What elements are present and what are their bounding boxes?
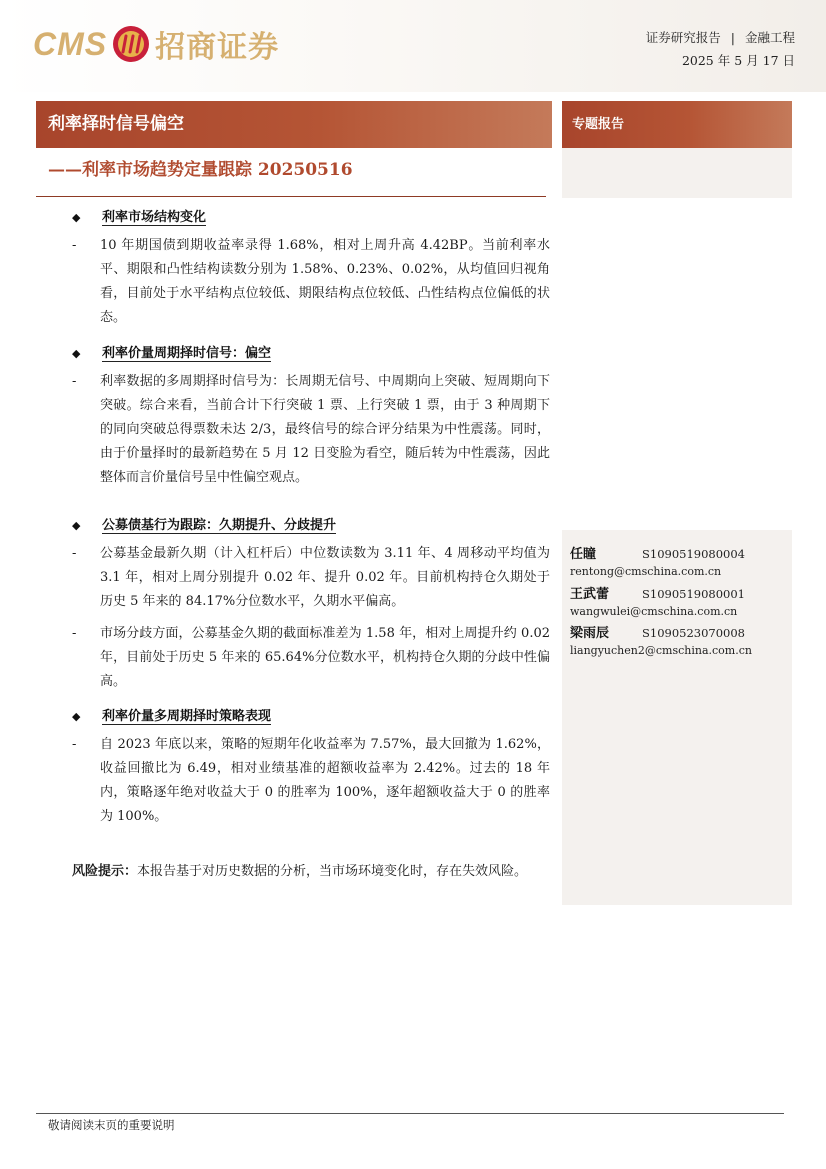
section-fund-behavior (72, 515, 550, 694)
report-label: 专题报告 (562, 101, 792, 148)
title-divider (36, 196, 546, 197)
analyst-card (570, 583, 785, 621)
report-subtitle: ——利率市场趋势定量跟踪 20250516 (48, 160, 353, 180)
analyst-name: 任瞳 (570, 547, 597, 562)
header-separator: | (730, 30, 735, 45)
analyst-email[interactable]: wangwulei@cmschina.com.cn (570, 605, 738, 618)
section-paragraph: - 自 2023 年底以来，策略的短期年化收益率为 7.57%，最大回撤为 1.62%，收益回撤比为 6.49，相对业绩基准的超额收益率为 2.42%。过去的 18 年内，策略逐年绝对收益大于 0 的胜率为 100%，逐年超额收益大于 0 的胜率为 100%。 (72, 733, 550, 829)
section-paragraph: - 利率数据的多周期择时信号为：长周期无信号、中周期向上突破、短周期向下突破。综合来看，当前合计下行突破 1 票、上行突破 1 票，由于 3 种周期下的同向突破总得票数未达 2/3，最终信号的综合评分结果为中性震荡。同时，由于价量择时的最新趋势在 5 月 12 日变脸为看空，随后转为中性震荡，因此整体而言价量信号呈中性偏空观点。 (72, 370, 550, 490)
dash-bullet: - (72, 374, 77, 389)
diamond-bullet-icon: ◆ (72, 710, 81, 723)
report-title: 利率择时信号偏空 (36, 101, 552, 148)
analyst-name: 梁雨辰 (570, 626, 610, 641)
risk-warning (72, 860, 550, 884)
risk-text: 本报告基于对历史数据的分析，当市场环境变化时，存在失效风险。 (137, 864, 528, 879)
report-type: 金融工程 (744, 30, 795, 45)
side-panel-top (562, 148, 792, 198)
analyst-license: S1090519080004 (642, 547, 745, 561)
analyst-name: 王武蕾 (570, 587, 610, 602)
report-date: 2025 年 5 月 17 日 (681, 53, 795, 68)
analyst-card (570, 622, 785, 660)
logo-latin-text: CMS (33, 25, 108, 62)
footer-notice: 敬请阅读末页的重要说明 (48, 1118, 175, 1132)
dash-bullet: - (72, 238, 77, 253)
diamond-bullet-icon: ◆ (72, 211, 81, 224)
footer-divider (36, 1113, 784, 1114)
analyst-card (570, 543, 785, 581)
section-paragraph: - 市场分歧方面，公募基金久期的截面标准差为 1.58 年，相对上周提升约 0.02 年，目前处于历史 5 年来的 65.64%分位数水平，机构持仓久期的分歧中性偏高。 (72, 622, 550, 694)
section-structure (72, 207, 550, 330)
section-timing-signal (72, 343, 550, 490)
main-content (72, 207, 550, 829)
section-paragraph: - 公募基金最新久期（计入杠杆后）中位数读数为 3.11 年、4 周移动平均值为 3.1 年，相对上周分别提升 0.02 年、提升 0.02 年。目前机构持仓久期处于历史 5 年来的 84.17%分位数水平，久期水平偏高。 (72, 542, 550, 614)
analyst-license: S1090519080001 (642, 587, 745, 601)
risk-label: 风险提示： (72, 864, 138, 879)
company-logo (33, 22, 279, 66)
dash-bullet: - (72, 546, 77, 561)
report-category-line (646, 26, 795, 49)
section-strategy-performance (72, 706, 550, 829)
section-paragraph: - 10 年期国债到期收益率录得 1.68%，相对上周升高 4.42BP。当前利率水平、期限和凸性结构读数分别为 1.58%、0.23%、0.02%，从均值回归视角看，目前处于水平结构点位较低、期限结构点位较低、凸性结构点位偏低的状态。 (72, 234, 550, 330)
report-category: 证券研究报告 (645, 30, 721, 45)
diamond-bullet-icon: ◆ (72, 347, 81, 360)
logo-emblem-icon (111, 24, 151, 64)
section-heading: ◆ 利率价量多周期择时策略表现 (72, 706, 550, 728)
section-heading: ◆ 利率价量周期择时信号：偏空 (72, 343, 550, 365)
header-meta (646, 26, 795, 72)
analyst-email[interactable]: rentong@cmschina.com.cn (570, 565, 722, 578)
dash-bullet: - (72, 737, 77, 752)
diamond-bullet-icon: ◆ (72, 519, 81, 532)
analyst-email[interactable]: liangyuchen2@cmschina.com.cn (570, 644, 752, 657)
section-heading: ◆ 公募债基行为跟踪：久期提升、分歧提升 (72, 515, 550, 537)
analyst-license: S1090523070008 (642, 626, 745, 640)
section-heading: ◆ 利率市场结构变化 (72, 207, 550, 229)
logo-chinese-text: 招商证券 (155, 30, 280, 65)
dash-bullet: - (72, 626, 77, 641)
